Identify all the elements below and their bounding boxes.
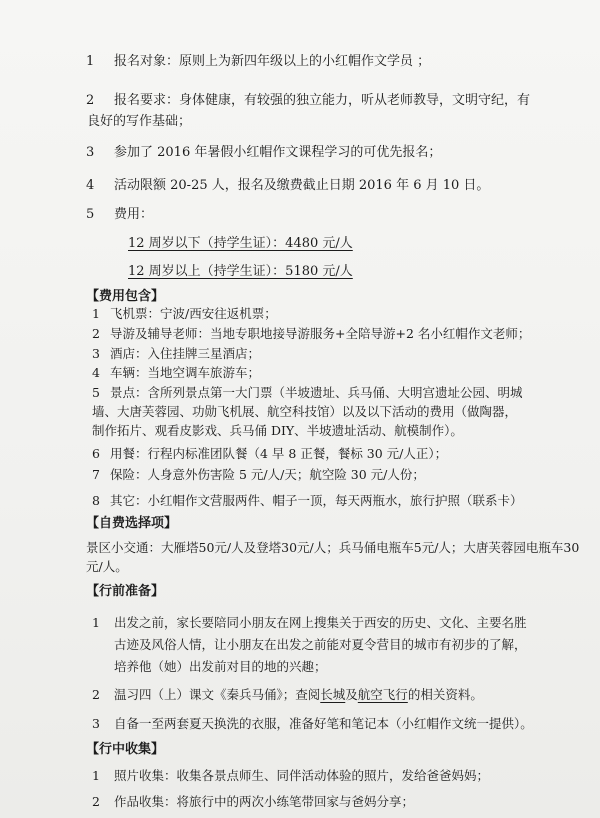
item-text: 景点：含所列景点第一大门票（半坡遗址、兵马俑、大明宫遗址公园、明城 [110,385,523,400]
item-number: 7 [92,467,100,482]
item-text: 车辆：当地空调车旅游车； [110,365,261,380]
item-text: 其它：小红帽作文营服两件、帽子一顶，每天两瓶水，旅行护照（联系卡） [110,493,523,508]
item-text-continued: 制作拓片、观看皮影戏、兵马俑 DIY、半坡遗址活动、航模制作）。 [92,423,463,438]
item-number: 1 [86,54,95,69]
item-text: 自备一至两套夏天换洗的衣服，准备好笔和笔记本（小红帽作文统一提供）。 [114,716,533,731]
section-heading-fee: 【费用包含】 [86,289,165,304]
item-text: 参加了 2016 年暑假小红帽作文课程学习的可优先报名； [114,145,442,160]
item-number: 1 [92,768,100,783]
price-over-12: 12 周岁以上（持学生证）：5180 元/人 [128,264,353,279]
text-segment: 及 [345,687,358,702]
item-number: 3 [92,346,100,361]
item-text: 费用： [114,207,154,222]
item-text: 照片收集：收集各景点师生、同伴活动体验的照片，发给爸爸妈妈； [114,768,490,783]
item-text [114,689,483,702]
item-number: 1 [92,306,100,321]
item-text: 保险：人身意外伤害险 5 元/人/天；航空险 30 元/人份； [110,467,425,482]
item-text: 出发之前，家长要陪同小朋友在网上搜集关于西安的历史、文化、主要名胜 [114,615,527,630]
underlined-term: 长城 [320,687,346,702]
item-number: 2 [86,93,95,108]
item-number: 3 [86,145,95,160]
optional-text-continued: 元/人。 [86,559,128,574]
item-number: 2 [92,326,100,341]
item-number: 5 [92,385,100,400]
text-segment: 温习四（上）课文《秦兵马俑》；查阅 [114,687,321,702]
section-heading-collect: 【行中收集】 [86,742,165,757]
item-number: 2 [92,687,100,702]
item-text: 飞机票：宁波/西安往返机票； [110,306,277,321]
item-number: 8 [92,493,100,508]
item-number: 3 [92,716,100,731]
section-heading-prep: 【行前准备】 [86,584,165,599]
item-text: 用餐：行程内标准团队餐（4 早 8 正餐，餐标 30 元/人正）； [110,446,448,461]
underlined-term: 航空飞行 [357,687,408,702]
item-number: 4 [86,178,95,193]
item-text: 报名要求：身体健康，有较强的独立能力，听从老师教导，文明守纪，有 [114,93,531,108]
item-number: 2 [92,794,100,809]
item-text: 酒店：入住挂牌三星酒店； [110,346,261,361]
item-number: 1 [92,615,100,630]
item-text: 报名对象：原则上为新四年级以上的小红帽作文学员 ； [114,54,431,69]
item-text-continued: 墙、大唐芙蓉园、功勋飞机展、航空科技馆）以及以下活动的费用（做陶器， [92,404,518,419]
item-number: 5 [86,207,95,222]
item-number: 4 [92,365,100,380]
section-heading-optional: 【自费选择项】 [86,516,178,531]
item-number: 6 [92,446,100,461]
item-text: 作品收集：将旅行中的两次小练笔带回家与爸妈分享； [114,794,415,809]
text-segment: 的相关资料。 [407,687,483,702]
item-text: 导游及辅导老师：当地专职地接导游服务+全陪导游+2 名小红帽作文老师； [110,326,531,341]
item-text-continued: 良好的写作基础； [87,114,192,129]
price-under-12: 12 周岁以下（持学生证）：4480 元/人 [128,236,353,251]
item-text: 活动限额 20-25 人，报名及缴费截止日期 2016 年 6 月 10 日。 [114,178,490,193]
item-text-continued: 古迹及风俗人情，让小朋友在出发之前能对夏令营目的城市有初步的了解， [114,637,527,652]
item-text-continued: 培养他（她）出发前对目的地的兴趣； [114,659,327,674]
optional-text: 景区小交通：大雁塔50元/人及登塔30元/人；兵马俑电瓶车5元/人；大唐芙蓉园电瓶车30 [86,540,580,555]
